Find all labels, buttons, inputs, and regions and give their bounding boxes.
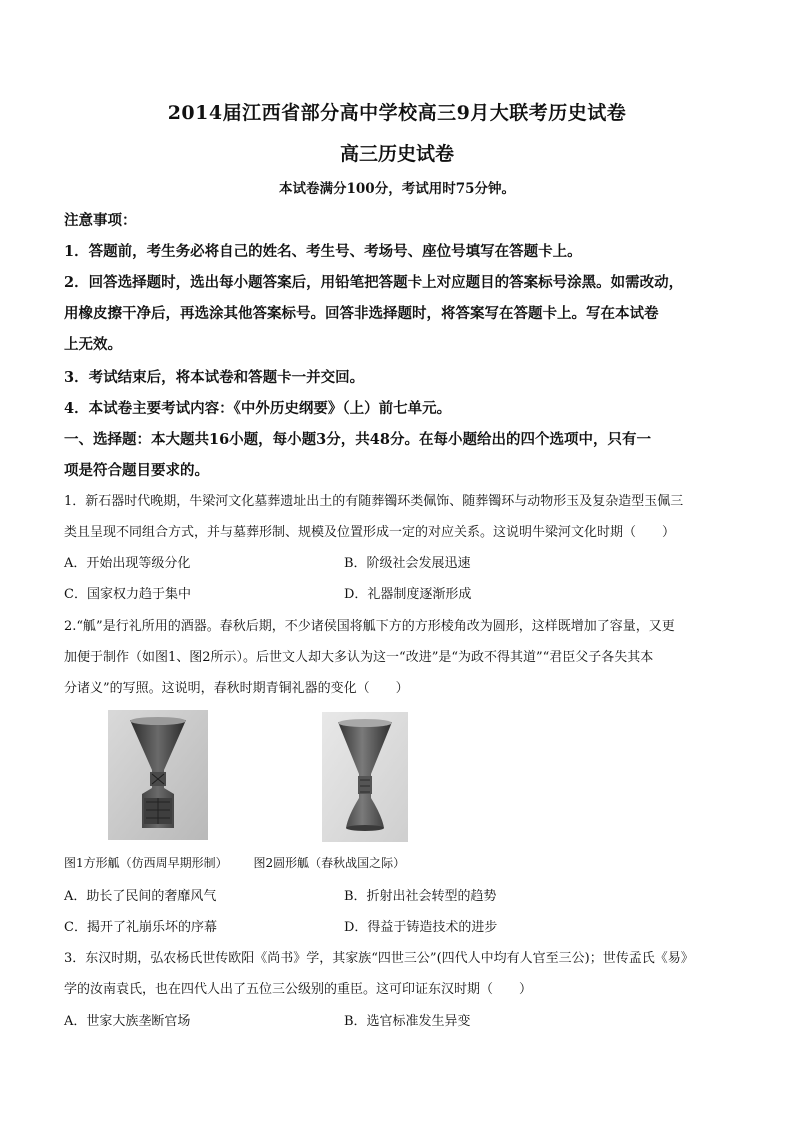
q3-option-a: A．世家大族垄断官场 (64, 1014, 191, 1029)
q2-stem-line1: 2.“觚”是行礼所用的酒器。春秋后期，不少诸侯国将觚下方的方形棱角改为圆形，这样既增加了容量，又更 (64, 619, 675, 634)
score-line: 本试卷满分100分，考试用时75分钟。 (279, 181, 515, 197)
q1-stem-line2: 类且呈现不同组合方式，并与墓葬形制、规模及位置形成一定的对应关系。这说明牛梁河文化时期（ ） (64, 525, 676, 540)
exam-title: 2014届江西省部分高中学校高三9月大联考历史试卷 (167, 102, 627, 124)
q1-option-b: B．阶级社会发展迅速 (344, 556, 471, 571)
note-line: 2．回答选择题时，选出每小题答案后，用铅笔把答题卡上对应题目的答案标号涂黑。如需改动， (64, 274, 684, 291)
q2-option-c: C．揭开了礼崩乐坏的序幕 (64, 920, 217, 935)
note-line: 上无效。 (64, 336, 122, 353)
note-line: 用橡皮擦干净后，再选涂其他答案标号。回答非选择题时，将答案写在答题卡上。写在本试卷 (64, 305, 659, 322)
q3-stem-line1: 3．东汉时期，弘农杨氏世传欧阳《尚书》学，其家族“四世三公”(四代人中均有人官至三公)；世传孟氏《易》 (64, 951, 694, 966)
q2-stem-line3: 分诸义”的写照。这说明，春秋时期青铜礼器的变化（ ） (64, 681, 409, 696)
note-line: 4．本试卷主要考试内容：《中外历史纲要》（上）前七单元。 (64, 400, 452, 417)
figure-captions (64, 854, 427, 871)
q1-option-a: A．开始出现等级分化 (64, 556, 191, 571)
exam-subtitle: 高三历史试卷 (339, 143, 454, 165)
section-heading-line1: 一、选择题：本大题共16小题，每小题3分，共48分。在每小题给出的四个选项中，只有一 (64, 431, 651, 448)
q1-option-d: D．礼器制度逐渐形成 (344, 587, 472, 602)
q1-stem-line1: 1．新石器时代晚期，牛梁河文化墓葬遗址出土的有随葬镯环类佩饰、随葬镯环与动物形玉及复杂造型玉佩三 (64, 494, 684, 509)
q2-stem-line2: 加便于制作（如图1、图2所示）。后世文人却大多认为这一“改进”是“为政不得其道”“君臣父子各失其本 (64, 650, 654, 665)
figure-1-square-gu-image (108, 710, 208, 840)
q2-option-d: D．得益于铸造技术的进步 (344, 920, 498, 935)
figure-1-caption: 图1方形觚（仿西周早期形制） (64, 856, 228, 870)
note-line: 3．考试结束后，将本试卷和答题卡一并交回。 (64, 369, 365, 386)
q3-stem-line2: 学的汝南袁氏，也在四代人出了五位三公级别的重臣。这可印证东汉时期（ ） (64, 982, 533, 997)
q2-option-b: B．折射出社会转型的趋势 (344, 889, 497, 904)
section-heading-line2: 项是符合题目要求的。 (64, 462, 209, 479)
q3-option-b: B．选官标准发生异变 (344, 1014, 471, 1029)
figure-2-caption: 图2圆形觚（春秋战国之际） (253, 856, 406, 870)
q2-option-a: A．助长了民间的奢靡风气 (64, 889, 217, 904)
figure-2-round-gu-image (322, 712, 408, 842)
note-line: 1．答题前，考生务必将自己的姓名、考生号、考场号、座位号填写在答题卡上。 (64, 243, 582, 260)
notes-heading: 注意事项： (64, 212, 137, 229)
q1-option-c: C．国家权力趋于集中 (64, 587, 191, 602)
